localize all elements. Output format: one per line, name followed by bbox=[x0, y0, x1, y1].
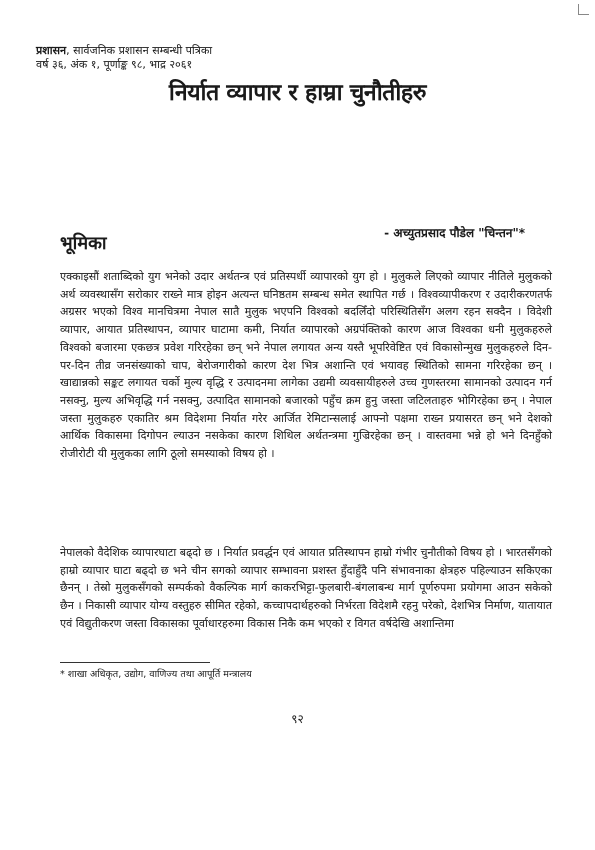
journal-issue: वर्ष ३६, अंक १, पूर्णाङ्क ९८, भाद्र २०६१ bbox=[36, 58, 193, 71]
journal-subtitle: , सार्वजनिक प्रशासन सम्बन्धी पत्रिका bbox=[66, 44, 213, 57]
journal-name: प्रशासन bbox=[36, 44, 67, 57]
body-paragraph-2: नेपालको वैदेशिक व्यापारघाटा बढ्दो छ । निर्यात प्रवर्द्धन एवं आयात प्रतिस्थापन हाम्रो गंभीर चुनौतीको विषय हो । भारतसँगको हाम्रो व्यापार घाटा बढ्दो छ भने चीन सगको व्यापार सम्भावना प्रशस्त हुँदाहुँदै पनि संभावनाका क्षेत्रहरु पहिल्याउन सकिएका छैनन् । तेस्रो मुलुकसँगको सम्पर्कको वैकल्पिक मार्ग काकरभिट्टा-फुलबारी-बंगलाबन्ध मार्ग पूर्णरुपमा प्रयोगमा आउन सकेको छैन । निकासी व्यापार योग्य वस्तुहरु सीमित रहेको, कच्चापदार्थहरुको निर्भरता विदेशमै रहनु परेको, देशभित्र निर्माण, यातायात एवं विद्युतीकरण जस्ता विकासका पूर्वाधारहरुमा विकास निकै कम भएको र विगत वर्षदेखि अशान्तिमा bbox=[60, 546, 552, 630]
body-paragraph-1: एक्काइसौं शताब्दिको युग भनेको उदार अर्थतन्त्र एवं प्रतिस्पर्धी व्यापारको युग हो । मुलुकले लिएको व्यापार नीतिले मुलुकको अर्थ व्यवस्थासँग सरोकार राख्ने मात्र होइन अत्यन्त घनिष्ठतम सम्बन्ध समेत स्थापित गर्छ । विश्वव्यापीकरण र उदारीकरणतर्फ अग्रसर भएको विश्व मानचित्रमा नेपाल सातै मुलुक भएपनि विश्वको बदलिँदो परिस्थितिसँग अलग रहन सक्दैन । विदेशी व्यापार, आयात प्रतिस्थापन, व्यापार घाटामा कमी, निर्यात व्यापारको अग्रपंक्तिको कारण आज विश्वका धनी मुलुकहरुले विश्वको बजारमा एकछत्र प्रवेश गरिरहेका छन् भने नेपाल लगायत अन्य यस्तै भूपरिवेष्टित एवं विकासोन्मुख मुलुकहरुले दिन-पर-दिन तीव्र जनसंख्याको चाप, बेरोजगारीको कारण देश भित्र अशान्ति एवं भयावह स्थितिको सामना गरिरहेका छन् । खाद्यान्नको सङ्कट लगायत चर्को मुल्य वृद्धि र उत्पादनमा लागेका उद्यमी व्यवसायीहरुले उच्च गुणस्तरमा सामानको उत्पादन गर्न नसक्नु, मुल्य अभिवृद्धि गर्न नसक्नु, उत्पादित सामानको बजारको पहुँच क्रम हुनु जस्ता जटिलताहरु भोगिरहेका छन् । नेपाल जस्ता मुलुकहरु एकातिर श्रम विदेशमा निर्यात गरेर आर्जित रेमिटान्सलाई आफ्नो पक्षमा राख्न प्रयासरत छन् भने देशको आर्थिक विकासमा दिगोपन ल्याउन नसकेका कारण शिथिल अर्थतन्त्रमा गुज्रिरहेका छन् । वास्तवमा भन्ने हो भने दिनहुँको रोजीरोटी यी मुलुकका लागि ठूलो समस्याको विषय हो । bbox=[60, 270, 552, 461]
journal-name-line bbox=[36, 44, 556, 58]
scan-corner-mark bbox=[578, 4, 589, 15]
article-title: निर्यात व्यापार र हाम्रा चुनौतीहरु bbox=[168, 80, 427, 106]
journal-header bbox=[36, 44, 556, 72]
footnote-divider bbox=[60, 662, 210, 663]
page-number: ९२ bbox=[291, 712, 304, 726]
section-heading: भूमिका bbox=[60, 233, 107, 254]
footnote: * शाखा अधिकृत, उद्योग, वाणिज्य तथा आपूर्ति मन्त्रालय bbox=[60, 669, 252, 680]
article-author: - अच्युतप्रसाद पौडेल "चिन्तन"* bbox=[384, 226, 525, 240]
